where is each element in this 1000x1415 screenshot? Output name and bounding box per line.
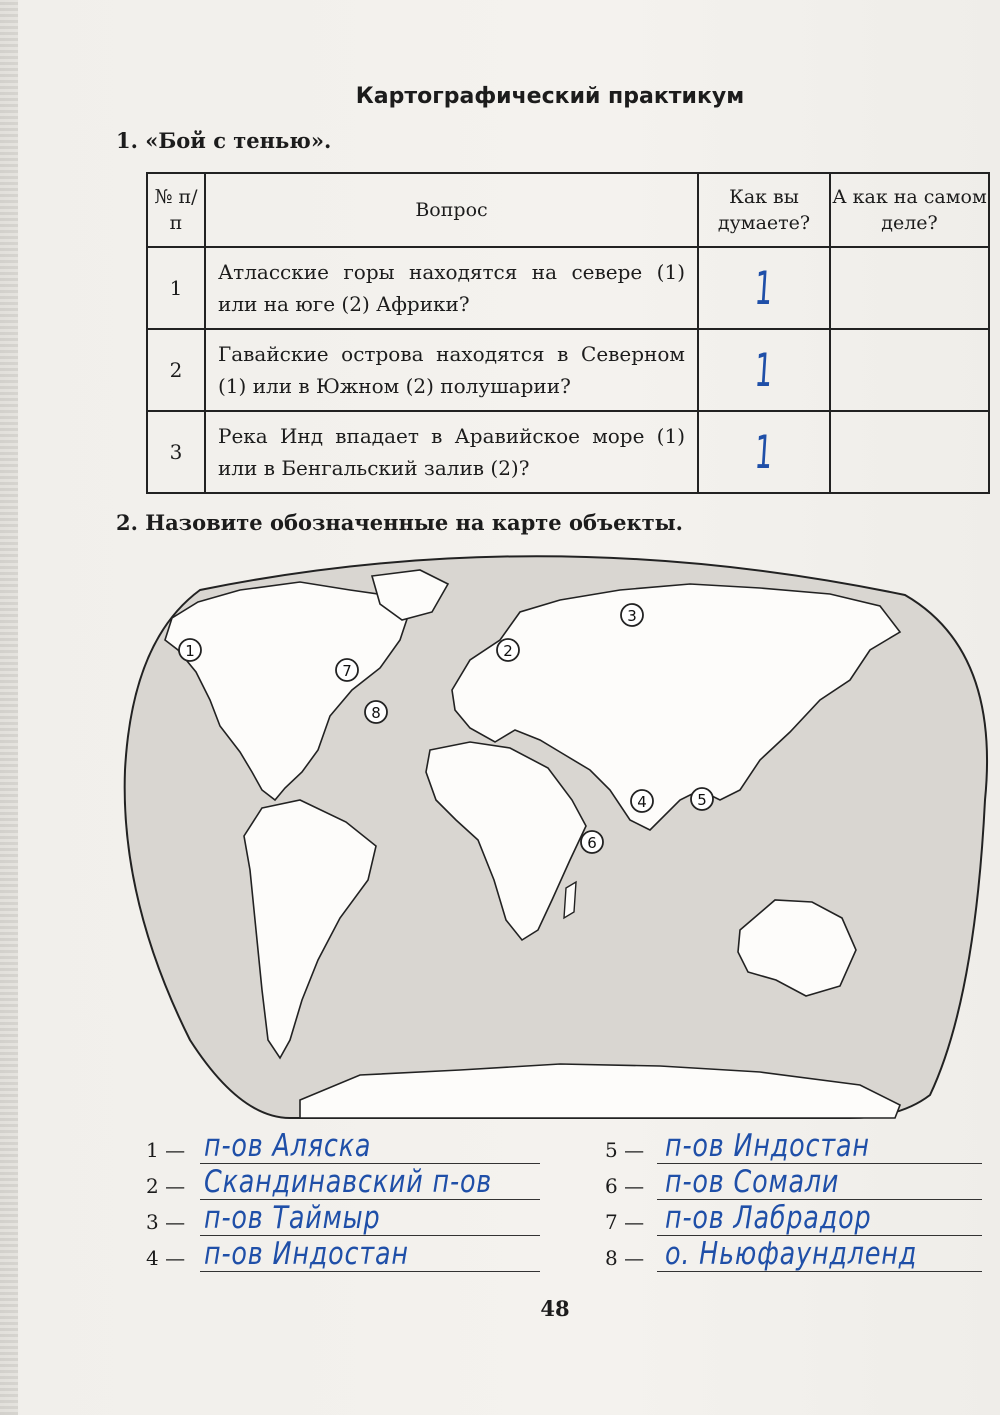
answer-row-5 bbox=[605, 1130, 985, 1164]
marker-label: 3 bbox=[627, 607, 637, 625]
answer-label: 6 — bbox=[605, 1174, 645, 1198]
row-number: 2 bbox=[147, 329, 205, 411]
map-marker-2 bbox=[497, 639, 519, 661]
row-guess-handwritten: 1 bbox=[753, 343, 775, 397]
map-marker-1 bbox=[179, 639, 201, 661]
answer-handwritten: п-ов Индостан bbox=[665, 1128, 870, 1164]
marker-label: 7 bbox=[342, 662, 352, 680]
answer-handwritten: п-ов Сомали bbox=[665, 1164, 840, 1200]
answer-row-4 bbox=[146, 1238, 546, 1272]
answer-handwritten: о. Ньюфаундленд bbox=[665, 1236, 918, 1272]
task-1-heading: 1. «Бой с тенью». bbox=[116, 128, 332, 153]
answer-row-7 bbox=[605, 1202, 985, 1236]
marker-label: 5 bbox=[697, 791, 707, 809]
marker-label: 6 bbox=[587, 834, 597, 852]
col-header-question: Вопрос bbox=[205, 173, 698, 247]
answer-handwritten: п-ов Таймыр bbox=[204, 1200, 381, 1236]
answer-label: 5 — bbox=[605, 1138, 645, 1162]
answer-label: 8 — bbox=[605, 1246, 645, 1270]
page-number: 48 bbox=[540, 1296, 570, 1321]
answer-row-8 bbox=[605, 1238, 985, 1272]
row-guess-handwritten: 1 bbox=[753, 261, 775, 315]
answer-handwritten: п-ов Лабрадор bbox=[665, 1200, 872, 1236]
map-marker-7 bbox=[336, 659, 358, 681]
answer-label: 2 — bbox=[146, 1174, 186, 1198]
map-marker-3 bbox=[621, 604, 643, 626]
col-header-number: № п/п bbox=[147, 173, 205, 247]
map-marker-5 bbox=[691, 788, 713, 810]
marker-label: 8 bbox=[371, 704, 381, 722]
answer-row-1 bbox=[146, 1130, 546, 1164]
col-header-actual: А как на самом деле? bbox=[830, 173, 989, 247]
row-number: 1 bbox=[147, 247, 205, 329]
page-title: Картографический практикум bbox=[355, 84, 745, 109]
marker-label: 1 bbox=[185, 642, 195, 660]
answer-handwritten: п-ов Аляска bbox=[204, 1128, 372, 1164]
row-question: Гавайские острова находятся в Северном (1) или в Южном (2) полушарии? bbox=[205, 329, 698, 411]
answer-label: 3 — bbox=[146, 1210, 186, 1234]
madagascar-shape bbox=[564, 882, 576, 918]
answer-label: 7 — bbox=[605, 1210, 645, 1234]
col-header-guess: Как вы думаете? bbox=[698, 173, 830, 247]
answer-row-3 bbox=[146, 1202, 546, 1236]
row-number: 3 bbox=[147, 411, 205, 493]
map-marker-4 bbox=[631, 790, 653, 812]
marker-label: 2 bbox=[503, 642, 513, 660]
row-question: Атласские горы находятся на севере (1) или на юге (2) Африки? bbox=[205, 247, 698, 329]
map-marker-8 bbox=[365, 701, 387, 723]
map-marker-6 bbox=[581, 831, 603, 853]
answer-row-6 bbox=[605, 1166, 985, 1200]
answer-label: 1 — bbox=[146, 1138, 186, 1162]
row-question: Река Инд впадает в Аравийское море (1) или в Бенгальский залив (2)? bbox=[205, 411, 698, 493]
answer-handwritten: Скандинавский п-ов bbox=[204, 1164, 493, 1200]
marker-label: 4 bbox=[637, 793, 647, 811]
answer-handwritten: п-ов Индостан bbox=[204, 1236, 409, 1272]
answer-row-2 bbox=[146, 1166, 546, 1200]
task-2-heading: 2. Назовите обозначенные на карте объекты. bbox=[116, 510, 683, 535]
answer-label: 4 — bbox=[146, 1246, 186, 1270]
row-guess-handwritten: 1 bbox=[753, 425, 775, 479]
